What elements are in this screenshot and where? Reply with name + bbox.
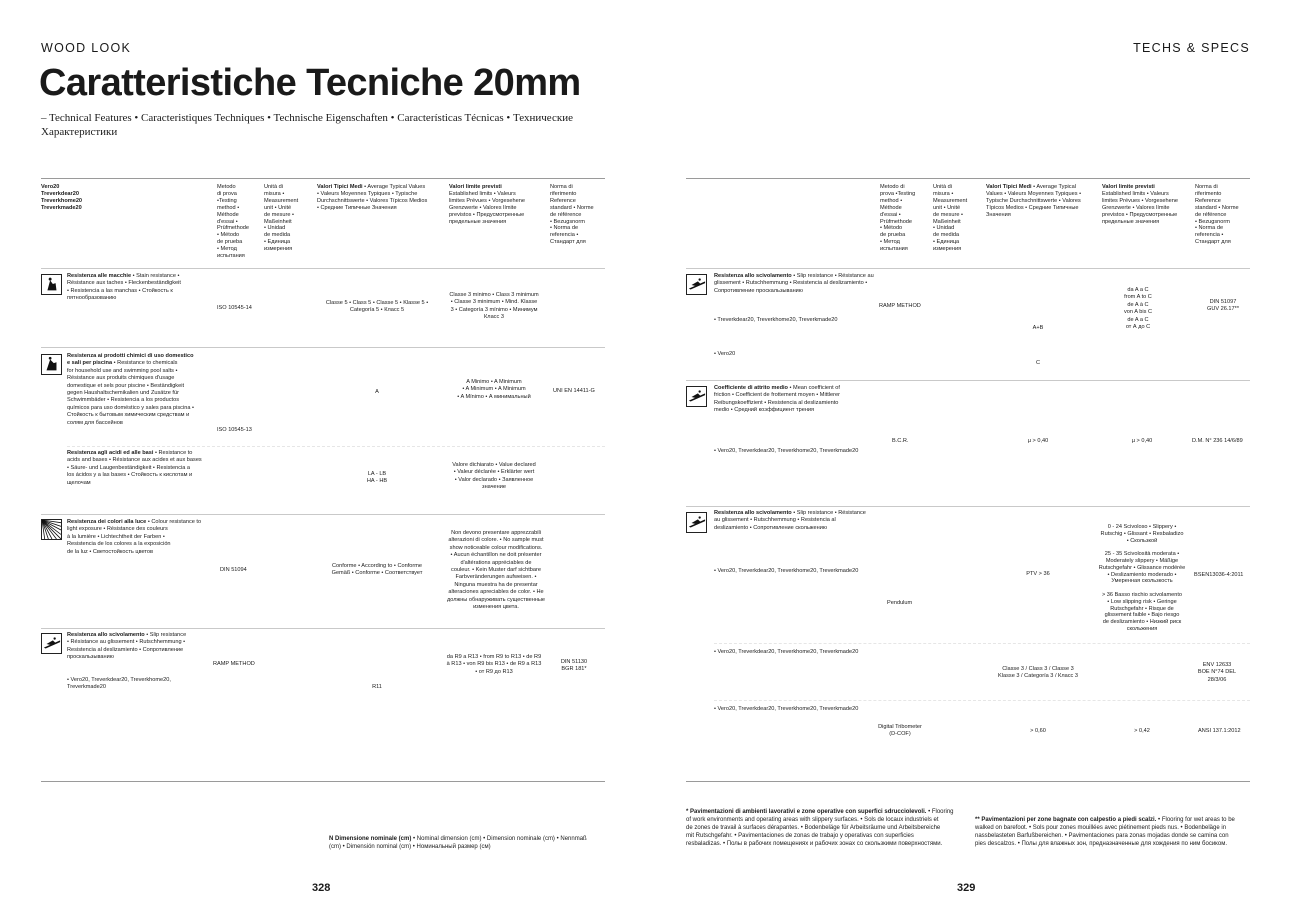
pendulum-norm: BSEN13036-4:2011 xyxy=(1194,572,1244,578)
chemical-method: ISO 10545-13 xyxy=(217,427,252,433)
friction-method: B.C.R. xyxy=(892,438,909,444)
footnote-workplace-floors: * Pavimentazioni di ambienti lavorativi e zone operative con superfici sdrucciolevoli. • Flooring of work environments and operating areas with slippery surfaces. • Sols de locaux industriels et de zones de travail à surfaces dérapantes. • Bodenbeläge für Arbeitsräume und Arbeitsbereiche mit Rutschgefahr. • Pavimentaciones de zonas de trabajo y operativas con superficies resbaladizas. • Полы в рабочих помещениях и рабочих зонах со скользкими поверхностями. xyxy=(686,809,954,847)
stain-drop-icon xyxy=(41,274,62,295)
light-values: Conforme • According to • Conforme Gemäß • Conforme • Соответствует xyxy=(331,563,423,577)
pendulum-method: Pendulum xyxy=(887,600,913,606)
light-limits: Non devono presentare apprezzabili alterazioni di colore. • No sample must show noticeable colour modifications. • Aucun échantillon ne doit présenter d'altérations appréciables de couleur. • Kein Muster darf sichtbare Farbveränderungen aufweisen. • Ninguna muestra ha de presentar alteraciones apreciables de color. • Не должны обнаруживать существенные изменения цвета. xyxy=(446,530,546,611)
row-rule xyxy=(686,506,1250,507)
page-number-left: 328 xyxy=(312,882,331,894)
subtitle-line-2: Характеристики xyxy=(41,126,118,138)
product-name: Treverkmade20 xyxy=(41,204,82,211)
dcof-norm: ANSI 137.1:2012 xyxy=(1198,728,1241,734)
row-rule xyxy=(41,628,605,629)
left-product-list xyxy=(41,184,82,212)
chemical-resistance-label: Resistenza ai prodotti chimici di uso domestico e sali per piscina • Resistance to chemicals for household use and swimming pool salts • Résistance aux produits chimiques d'usage domestique et sels pour piscine • Beständigkeit gegen Haushaltschemikalien und Zusätze für Schwimmbäder • Resistencia a los productos químicos para uso doméstico y sales para piscina • Стойкость к бытовым химическим средствам и солям для бассейнов xyxy=(67,353,194,426)
row-divider xyxy=(714,643,1250,644)
chemical-value: A xyxy=(375,389,379,395)
nominal-dimension-footnote: N Dimensione nominale (cm) • Nominal dimension (cm) • Dimension nominale (cm) • Nennmaß (cm) • Dimensión nominal (cm) • Номинальный размер (см) xyxy=(329,836,587,850)
slip-value: R11 xyxy=(372,684,382,690)
product-name: Treverkdear20 xyxy=(41,190,79,197)
dcof-value: > 0,60 xyxy=(1030,728,1046,734)
left-table-bottom-rule xyxy=(41,781,605,782)
left-header-rule xyxy=(41,268,605,269)
left-col-valori-header: Valori Tipici Medi • Average Typical Values • Valeurs Moyennes Typiques • Typische Durchschnittswerte • Valores Típicos Medios • Средние Типичные Значения xyxy=(317,184,428,211)
section-label-techs-specs: TECHS & SPECS xyxy=(1133,41,1250,55)
stain-resistance-label: Resistenza alle macchie • Stain resistance • Résistance aux taches • Fleckenbeständigkeit • Resistencia a las manchas • Стойкость к пятнообразованию xyxy=(67,273,181,302)
slip-ramp-norm: DIN 51097 GUV 26.17** xyxy=(1206,299,1240,313)
pendulum-products: • Vero20, Treverkdear20, Treverkhome20, Treverkmade20 xyxy=(714,568,859,574)
row-rule xyxy=(41,347,605,348)
slip-ramp-method: RAMP METHOD xyxy=(879,303,921,309)
footnote-wet-areas: ** Pavimentazioni per zone bagnate con calpestio a piedi scalzi. • Flooring for wet areas to be walked on barefoot. • Sols pour zones mouillées avec piétinement pieds nus. • Bodenbeläge in nassbelasteten Barfußbereichen. • Pavimentaciones para zonas mojadas donde se camina con pies descalzos. • Полы для влажных зон, предназначенные для хождения по ним босиком. xyxy=(975,817,1235,847)
sun-rays-icon xyxy=(41,519,62,540)
right-col-unita-header: Unità di misura • Measurement unit • Unité de mesure • Maßeinheit • Unidad de medida • Единица измерения xyxy=(933,184,968,253)
chemical-limits: A Minimo • A Minimum • A Minimum • A Minimum • A Mínimo • А минимальный xyxy=(457,379,531,400)
product-name: Vero20 xyxy=(41,184,60,190)
friction-norm: D.M. N° 236 14/6/89 xyxy=(1192,438,1243,444)
slip-limits: da R9 a R13 • from R9 to R13 • de R9 à R13 • von R9 bis R13 • de R9 a R13 • от R9 до R13 xyxy=(446,654,542,675)
slip-value-a: A+B xyxy=(1032,325,1044,331)
light-resistance-label: Resistenza dei colori alla luce • Colour resistance to light exposure • Résistance des couleurs à la lumière • Lichtechtheit der Farben • Resistencia de los colores a la exposición de la luz • Светостойкость цветов xyxy=(67,519,202,555)
slip-products-b: • Vero20 xyxy=(714,351,736,357)
slip-foot-icon xyxy=(686,274,707,295)
slip-resistance-pendulum-label: Resistenza allo scivolamento • Slip resistance • Résistance au glissement • Rutschhemmung • Resistencia al deslizamiento • Сопротивление скольжению xyxy=(714,510,866,531)
right-col-norma-header: Norma di riferimento Reference standard • Norme de référence • Bezugsnorm • Norma de referencia • Стандарт для xyxy=(1195,184,1239,246)
friction-foot-icon xyxy=(686,386,707,407)
class-products: • Vero20, Treverkdear20, Treverkhome20, Treverkmade20 xyxy=(714,649,859,655)
dcof-method: Digital Tribometer (D-COF) xyxy=(878,724,922,738)
right-col-limiti-header: Valori limite previsti Established limits • Valeurs limites Prévues • Vorgesehene Grenzwerte • Valores límite previstos • Предусмотренные предельные значения xyxy=(1102,184,1178,225)
acid-resistance-label: Resistenza agli acidi ed alle basi • Resistance to acids and bases • Résistance aux acides et aux bases • Säure- und Laugenbeständigkeit • Resistencia a los ácidos y a las bases • Стойкость к кислотам и щелочам xyxy=(67,450,202,486)
slip-method: RAMP METHOD xyxy=(213,661,255,667)
right-table-bottom-rule xyxy=(686,781,1250,782)
right-table-top-rule xyxy=(686,178,1250,179)
left-col-unita-header: Unità di misura • Measurement unit • Unité de mesure • Maßeinheit • Unidad de medida • Единица измерения xyxy=(264,184,299,253)
pendulum-limits: 0 - 24 Scivoloso • Slippery • Rutschig • Glissant • Resbaladizo • Скользкой 25 - 35 Scivolosità moderata • Moderately slippery • Mäßige Rutschgefahr • Glissance modérée • Deslizamiento moderado • Умеренная скользкость > 36 Basso rischio scivolamento • Low slipping risk • Geringe Rutschgefahr • Risque de glissement faible • Bajo riesgo de deslizamiento • Низкий риск скольжения xyxy=(1098,524,1186,632)
slip-value-b: C xyxy=(1035,360,1041,366)
slip-products: • Vero20, Treverkdear20, Treverkhome20, Treverkmade20 xyxy=(67,677,171,691)
row-rule xyxy=(686,380,1250,381)
left-col-limiti-header: Valori limite previsti Established limits • Valeurs limites Prévues • Vorgesehene Grenzwerte • Valores límite previstos • Предусмотренные предельные значения xyxy=(449,184,525,225)
row-rule xyxy=(41,514,605,515)
product-name: Treverkhome20 xyxy=(41,197,83,204)
pendulum-value: PTV > 36 xyxy=(1026,571,1050,577)
section-label-wood-look: WOOD LOOK xyxy=(41,41,132,55)
light-method: DIN 51094 xyxy=(220,567,247,573)
subtitle-line-1: – Technical Features • Caracteristiques Techniques • Technische Eigenschaften • Características Técnicas • Технические xyxy=(41,112,573,124)
stain-limits: Classe 3 minimo • Class 3 minimum • Classe 3 minimum • Mind. Klasse 3 • Categoría 3 mínimo • Минимум Класс 3 xyxy=(449,292,539,321)
dcof-limits: > 0,42 xyxy=(1134,728,1150,734)
stain-values: Classe 5 • Class 5 • Classe 5 • Klasse 5 • Categoría 5 • Класс 5 xyxy=(325,300,429,314)
page-subtitle xyxy=(41,111,601,139)
right-col-valori-header: Valori Tipici Medi • Average Typical Values • Valeurs Moyennes Typiques • Typische Durchschnittswerte • Valores Típicos Medios • Средние Типичные Значения xyxy=(986,184,1082,218)
page-title: Caratteristiche Tecniche 20mm xyxy=(39,62,581,104)
slip-resistance-barefoot-label: Resistenza allo scivolamento • Slip resistance • Résistance au glissement • Rutschhemmung • Resistencia al deslizamiento • Сопротивление проскальзыванию xyxy=(714,273,874,294)
page-number-right: 329 xyxy=(957,882,976,894)
right-col-metodo-header: Metodo di prova •Testing method • Méthode d'essai • Prüfmethode • Método de prueba • Метод испытания xyxy=(880,184,916,253)
dcof-products: • Vero20, Treverkdear20, Treverkhome20, Treverkmade20 xyxy=(714,706,859,712)
friction-value: µ > 0,40 xyxy=(1027,438,1049,444)
friction-coefficient-label: Coefficiente di attrito medio • Mean coefficient of friction • Coefficient de frottement moyen • Mittlerer Reibungskoeffizient • Resistencia al deslizamiento medio • Средний коэффициент трения xyxy=(714,385,840,414)
slip-resistance-label: Resistenza allo scivolamento • Slip resistance • Résistance au glissement • Rutschhemmung • Resistencia al deslizamiento • Сопротивление проскальзыванию xyxy=(67,632,187,661)
left-col-norma-header: Norma di riferimento Reference standard • Norme de référence • Bezugsnorm • Norma de referencia • Стандарт для xyxy=(550,184,594,246)
slip-norm: DIN 51130 BGR 181* xyxy=(560,659,588,673)
row-divider xyxy=(714,700,1250,701)
row-divider xyxy=(67,446,605,447)
slip-foot-icon xyxy=(41,633,62,654)
friction-limits: µ > 0,40 xyxy=(1131,438,1153,444)
right-header-rule xyxy=(686,268,1250,269)
slip-ramp-limits: da A a C from A to C de A à C von A bis C de A a C от А до С xyxy=(1124,287,1152,331)
acid-values: LA - LB HA - HB xyxy=(366,471,388,485)
class-value: Classe 3 / Class 3 / Classe 3 Klasse 3 / Categoría 3 / Класс 3 xyxy=(998,666,1078,680)
slip-pendulum-icon xyxy=(686,512,707,533)
stain-method: ISO 10545-14 xyxy=(217,305,252,311)
acid-limits: Valore dichiarato • Value declared • Valeur déclarée • Erklärter wert • Valor declarado • Заявленное значение xyxy=(452,462,536,491)
left-table-top-rule xyxy=(41,178,605,179)
friction-products: • Vero20, Treverkdear20, Treverkhome20, Treverkmade20 xyxy=(714,448,859,454)
chemical-flask-icon xyxy=(41,354,62,375)
class-norm: ENV 12633 BOE N°74 DEL 28/3/06 xyxy=(1197,662,1237,683)
left-col-metodo-header: Metodo di prova •Testing method • Méthode d'essai • Prüfmethode • Método de prueba • Метод испытания xyxy=(217,184,250,260)
chemical-norm: UNI EN 14411-G xyxy=(553,388,595,394)
slip-products-a: • Treverkdear20, Treverkhome20, Treverkmade20 xyxy=(714,317,838,323)
